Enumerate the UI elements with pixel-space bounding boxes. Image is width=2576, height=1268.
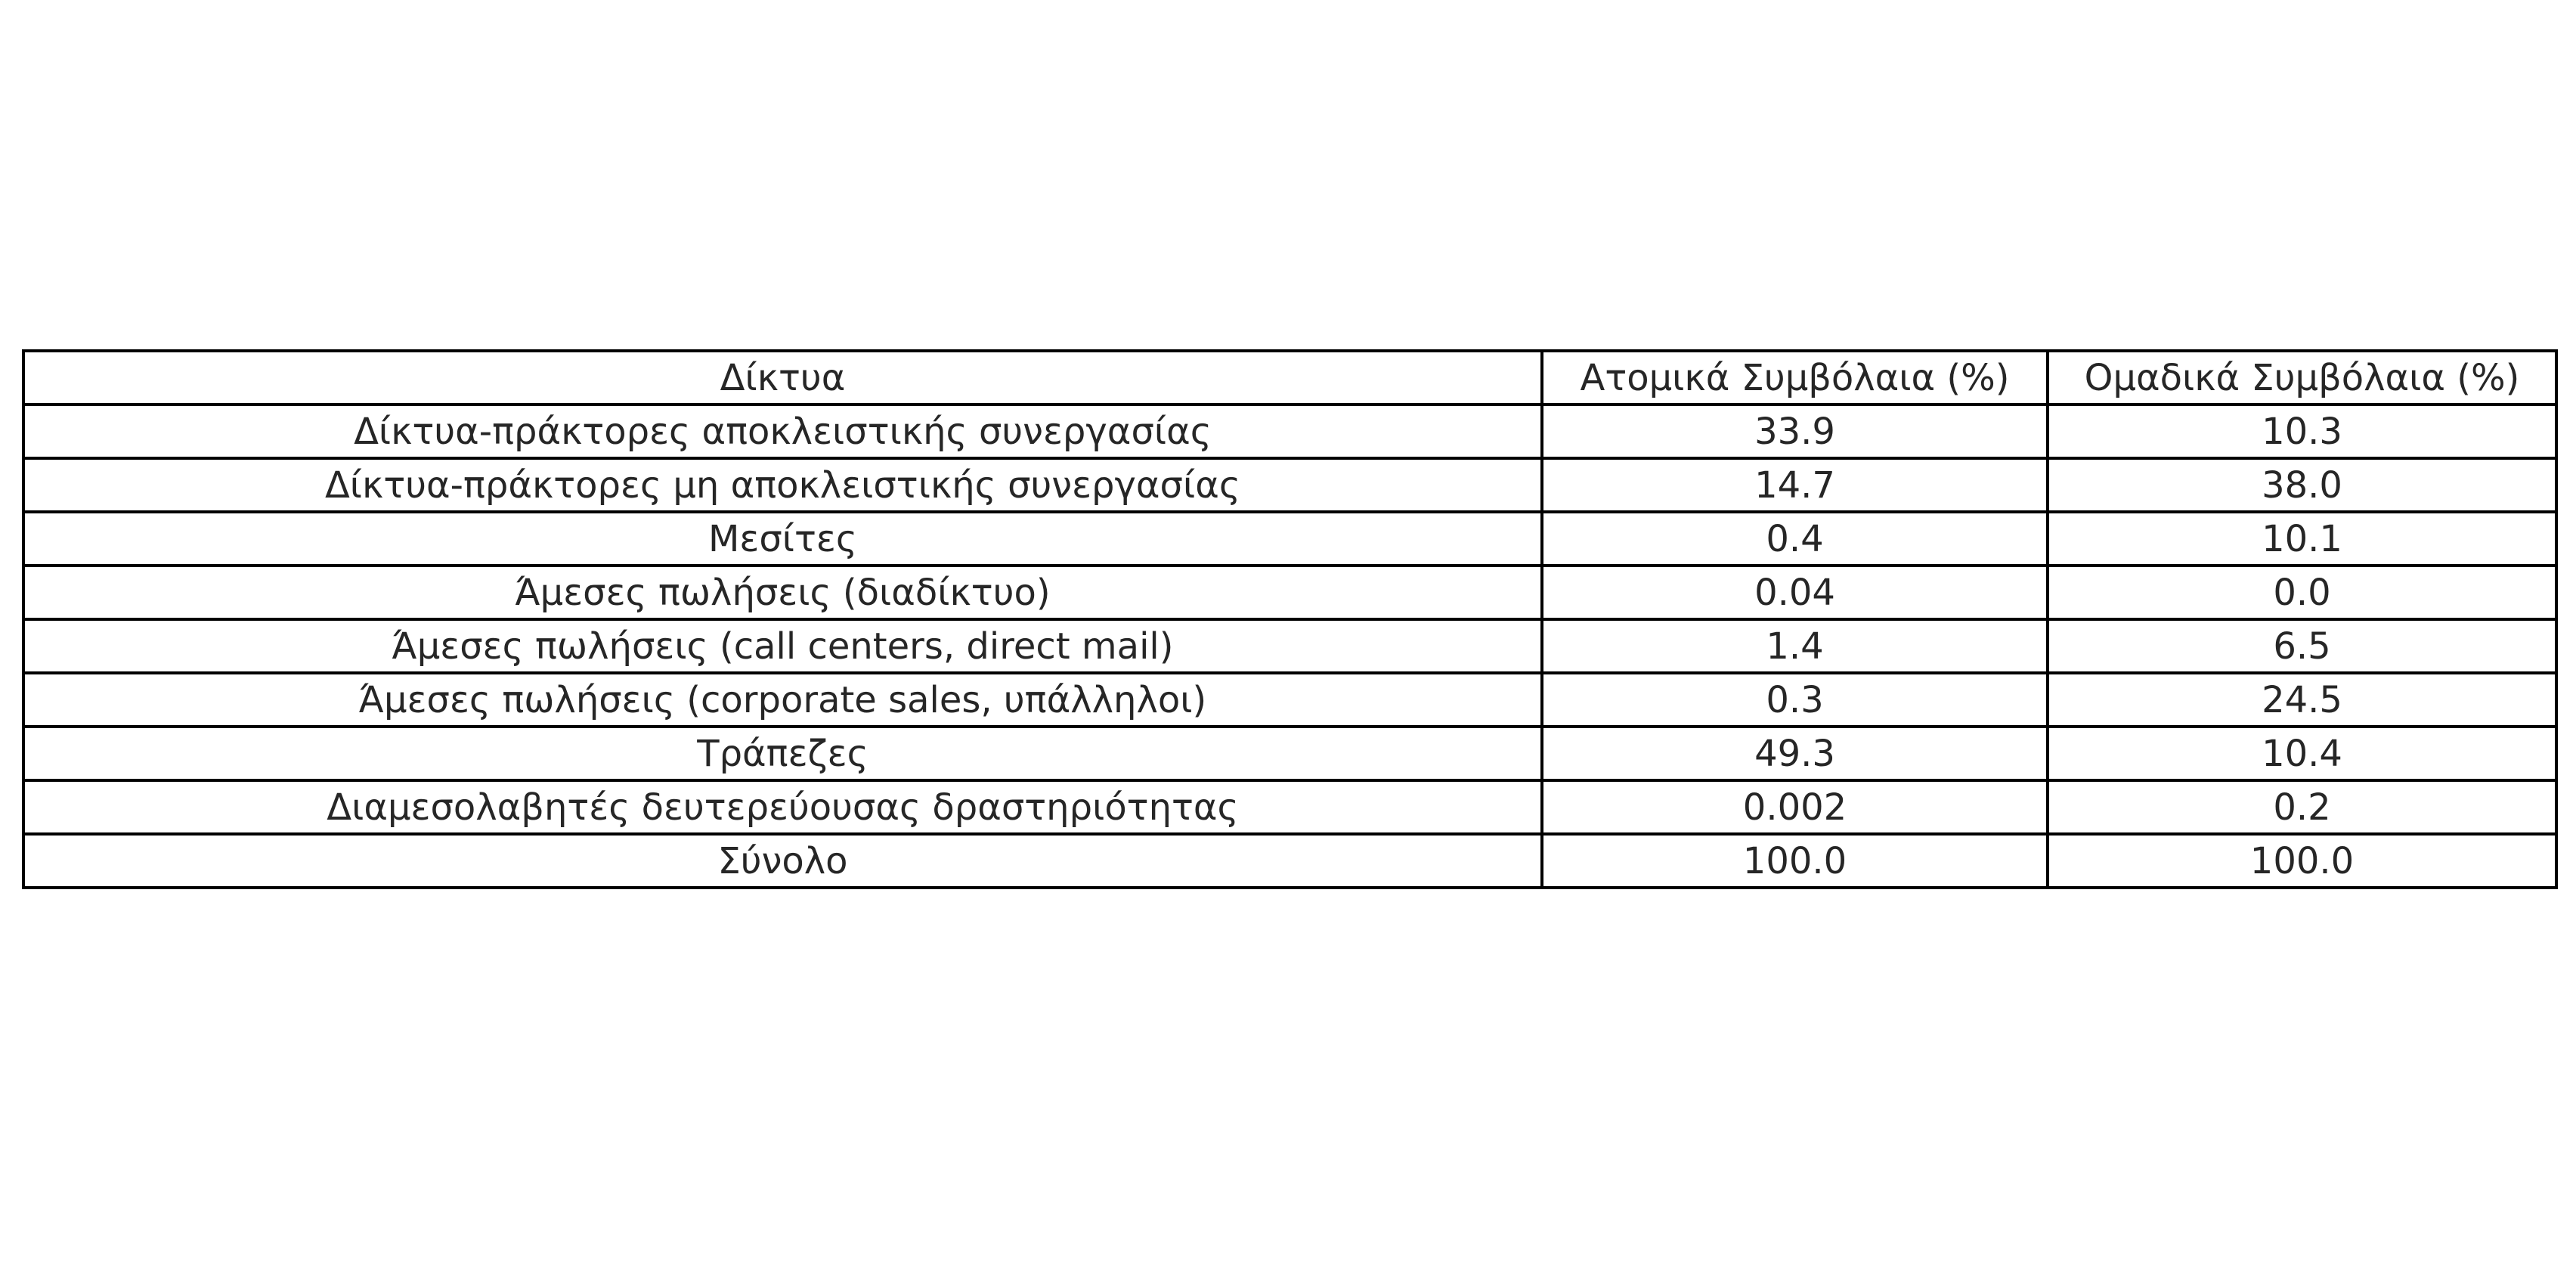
individual-value-cell: 49.3 (1542, 727, 2048, 780)
table-row (23, 673, 2556, 727)
column-header-individual-contracts: Ατομικά Συμβόλαια (%) (1542, 351, 2048, 405)
row-label: Σύνολο (23, 834, 1542, 888)
row-label: Διαμεσολαβητές δευτερεύουσας δραστηριότητας (23, 780, 1542, 834)
table-row-total (23, 834, 2556, 888)
group-value-cell: 6.5 (2048, 619, 2556, 673)
individual-value-cell: 100.0 (1542, 834, 2048, 888)
row-label: Άμεσες πωλήσεις (call centers, direct mail) (23, 619, 1542, 673)
individual-value-cell: 0.3 (1542, 673, 2048, 727)
row-label: Άμεσες πωλήσεις (corporate sales, υπάλληλοι) (23, 673, 1542, 727)
row-label: Μεσίτες (23, 512, 1542, 566)
group-value-cell: 10.1 (2048, 512, 2556, 566)
individual-value-cell: 0.4 (1542, 512, 2048, 566)
group-value-cell: 0.0 (2048, 566, 2556, 619)
table-row (23, 727, 2556, 780)
data-table (22, 349, 2558, 889)
table-row (23, 458, 2556, 512)
row-label: Δίκτυα-πράκτορες αποκλειστικής συνεργασίας (23, 405, 1542, 458)
column-header-group-contracts: Ομαδικά Συμβόλαια (%) (2048, 351, 2556, 405)
individual-value-cell: 33.9 (1542, 405, 2048, 458)
group-value-cell: 100.0 (2048, 834, 2556, 888)
table-row (23, 512, 2556, 566)
group-value-cell: 24.5 (2048, 673, 2556, 727)
table-row (23, 619, 2556, 673)
table-row (23, 405, 2556, 458)
table-row (23, 780, 2556, 834)
group-value-cell: 10.4 (2048, 727, 2556, 780)
header-row (23, 351, 2556, 405)
row-label: Δίκτυα-πράκτορες μη αποκλειστικής συνεργασίας (23, 458, 1542, 512)
table-body (23, 405, 2556, 888)
individual-value-cell: 1.4 (1542, 619, 2048, 673)
group-value-cell: 0.2 (2048, 780, 2556, 834)
group-value-cell: 38.0 (2048, 458, 2556, 512)
individual-value-cell: 0.002 (1542, 780, 2048, 834)
table-header (23, 351, 2556, 405)
data-table-container (22, 349, 2555, 889)
row-label: Άμεσες πωλήσεις (διαδίκτυο) (23, 566, 1542, 619)
row-label: Τράπεζες (23, 727, 1542, 780)
table-row (23, 566, 2556, 619)
individual-value-cell: 14.7 (1542, 458, 2048, 512)
column-header-networks: Δίκτυα (23, 351, 1542, 405)
group-value-cell: 10.3 (2048, 405, 2556, 458)
individual-value-cell: 0.04 (1542, 566, 2048, 619)
